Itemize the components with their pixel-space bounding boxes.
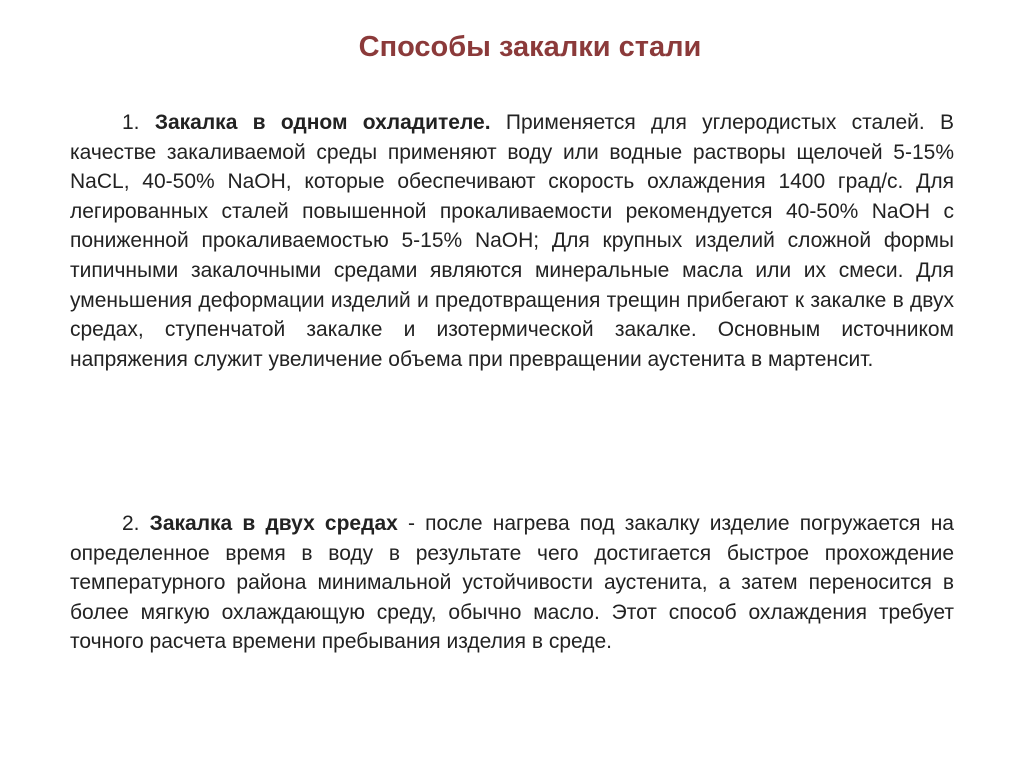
slide-title: Способы закалки стали [358, 31, 702, 63]
paragraph-number: 1. [122, 111, 140, 134]
paragraph-text: - после нагрева под закалку изделие погружается на определенное время в воду в результате чего достигается быстрое прохождение температурного района минимальной устойчивости аустенита, а затем переносится в более мягкую охлаждающую среду, обычно масло. Этот способ охлаждения требует точного расчета времени пребывания изделия в среде. [70, 512, 954, 654]
paragraph-one-step-quench [70, 108, 954, 374]
paragraph-two-media-quench [70, 509, 954, 657]
paragraph-number: 2. [122, 512, 140, 535]
paragraph-heading: Закалка в одном охладителе. [154, 111, 491, 134]
paragraph-heading: Закалка в двух средах [149, 512, 398, 535]
paragraph-text: Применяется для углеродистых сталей. В качестве закаливаемой среды применяют воду или водные растворы щелочей 5-15% NaCL, 40-50% NaOH, которые обеспечивают скорость охлаждения 1400 град/с. Для легированных сталей повышенной прокаливаемости рекомендуется 40-50% NaOH с пониженной прокаливаемостью 5-15% NaOH; Для крупных изделий сложной формы типичными закалочными средами являются минеральные масла или их смеси. Для уменьшения деформации изделий и предотвращения трещин прибегают к закалке в двух средах, ступенчатой закалке и изотермической закалке. Основным источником напряжения служит увеличение объема при превращении аустенита в мартенсит. [70, 111, 955, 371]
